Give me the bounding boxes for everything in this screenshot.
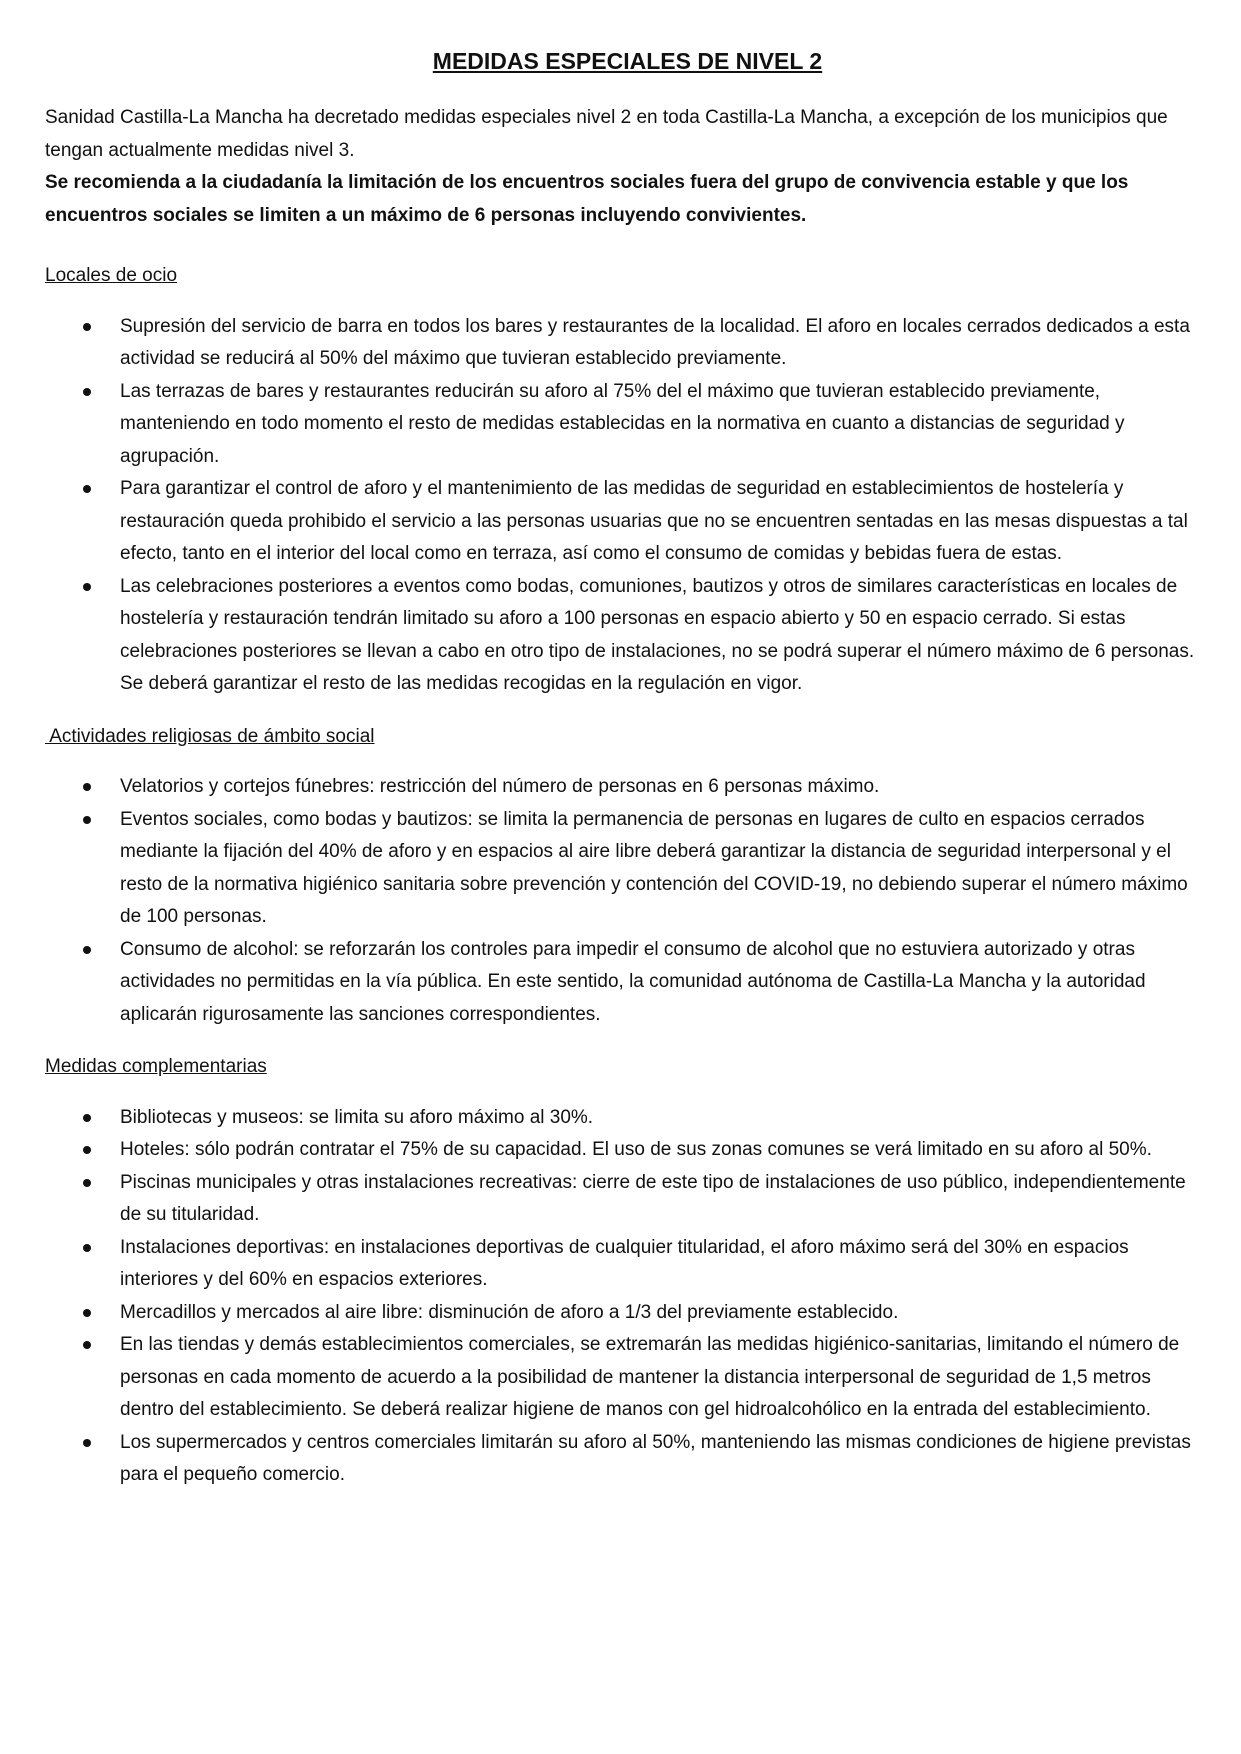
list-item [45,1167,1210,1232]
list-item [45,1329,1210,1427]
list-item [45,571,1210,701]
bullet-icon [83,485,91,493]
bullet-list [45,311,1210,701]
list-item-text: Las terrazas de bares y restaurantes reducirán su aforo al 75% del el máximo que tuvieran establecido previamente, manteniendo en todo momento el resto de medidas establecidas en la normativa en cuanto a distancias de seguridad y agrupación. [120,380,1125,467]
section-heading: Medidas complementarias [45,1056,267,1077]
list-item-text: Piscinas municipales y otras instalaciones recreativas: cierre de este tipo de instalaciones de uso público, independientemente de su titularidad. [120,1171,1186,1225]
bullet-icon [83,1244,91,1252]
list-item [45,311,1210,376]
document-title: MEDIDAS ESPECIALES DE NIVEL 2 [432,48,823,74]
list-item [45,804,1210,934]
bullet-list [45,771,1210,1031]
bullet-icon [83,583,91,591]
list-item-text: Velatorios y cortejos fúnebres: restricción del número de personas en 6 personas máximo. [120,776,880,797]
bullet-icon [83,1341,91,1349]
bullet-icon [83,1439,91,1447]
list-item [45,376,1210,474]
list-item [45,1134,1210,1167]
list-item [45,934,1210,1032]
bullet-list [45,1102,1210,1492]
list-item-text: Hoteles: sólo podrán contratar el 75% de su capacidad. El uso de sus zonas comunes se verá limitado en su aforo al 50%. [120,1139,1152,1160]
bullet-icon [83,323,91,331]
document-page [45,46,1210,1492]
list-item-text: Para garantizar el control de aforo y el mantenimiento de las medidas de seguridad en establecimientos de hostelería y restauración queda prohibido el servicio a las personas usuarias que no se encuentren sentadas en las mesas dispuestas a tal efecto, tanto en el interior del local como en terraza, así como el consumo de comidas y bebidas fuera de estas. [120,478,1188,564]
bullet-icon [83,388,91,396]
section-heading: Locales de ocio [45,265,178,286]
list-item [45,1232,1210,1297]
intro-recommendation: Se recomienda a la ciudadanía la limitación de los encuentros sociales fuera del grupo de convivencia estable y que los encuentros sociales se limiten a un máximo de 6 personas incluyendo convivientes. [45,172,1129,226]
list-item [45,473,1210,571]
bullet-icon [83,1114,91,1122]
section-heading: Actividades religiosas de ámbito social [45,725,375,747]
section-locales-de-ocio [45,260,1210,701]
list-item [45,771,1210,804]
section-medidas-complementarias [45,1051,1210,1492]
intro-paragraph: Sanidad Castilla-La Mancha ha decretado medidas especiales nivel 2 en toda Castilla-La Mancha, a excepción de los municipios que tengan actualmente medidas nivel 3. [45,107,1168,161]
list-item-text: Los supermercados y centros comerciales limitarán su aforo al 50%, manteniendo las mismas condiciones de higiene previstas para el pequeño comercio. [120,1431,1191,1485]
list-item-text: Las celebraciones posteriores a eventos como bodas, comuniones, bautizos y otros de similares características en locales de hostelería y restauración tendrán limitado su aforo a 100 personas en espacio abierto y 50 en espacio cerrado. Si estas celebraciones posteriores se llevan a cabo en otro tipo de instalaciones, no se podrá superar el número máximo de 6 personas. Se deberá garantizar el resto de las medidas recogidas en la regulación en vigor. [120,575,1195,694]
list-item-text: En las tiendas y demás establecimientos comerciales, se extremarán las medidas higiénico-sanitarias, limitando el número de personas en cada momento de acuerdo a la posibilidad de mantener la distancia interpersonal de seguridad de 1,5 metros dentro del establecimiento. Se deberá realizar higiene de manos con gel hidroalcohólico en la entrada del establecimiento. [120,1334,1180,1420]
list-item-text: Consumo de alcohol: se reforzarán los controles para impedir el consumo de alcohol que no estuviera autorizado y otras actividades no permitidas en la vía pública. En este sentido, la comunidad autónoma de Castilla-La Mancha y la autoridad aplicarán rigurosamente las sanciones correspondientes. [120,938,1146,1025]
bullet-icon [83,1146,91,1154]
bullet-icon [83,1309,91,1317]
list-item [45,1297,1210,1330]
list-item [45,1427,1210,1492]
bullet-icon [83,783,91,791]
list-item-text: Instalaciones deportivas: en instalaciones deportivas de cualquier titularidad, el aforo máximo será del 30% en espacios interiores y del 60% en espacios exteriores. [120,1236,1129,1290]
bullet-icon [83,1179,91,1187]
list-item-text: Bibliotecas y museos: se limita su aforo máximo al 30%. [120,1106,594,1128]
bullet-icon [83,946,91,954]
list-item-text: Mercadillos y mercados al aire libre: disminución de aforo a 1/3 del previamente establecido. [120,1301,899,1323]
list-item-text: Supresión del servicio de barra en todos los bares y restaurantes de la localidad. El aforo en locales cerrados dedicados a esta actividad se reducirá al 50% del máximo que tuvieran establecido previamente. [120,315,1190,369]
bullet-icon [83,816,91,824]
section-actividades-religiosas [45,721,1210,1032]
list-item-text: Eventos sociales, como bodas y bautizos: se limita la permanencia de personas en lugares de culto en espacios cerrados mediante la fijación del 40% de aforo y en espacios al aire libre deberá garantizar la distancia de seguridad interpersonal y el resto de la normativa higiénico sanitaria sobre prevención y contención del COVID-19, no debiendo superar el número máximo de 100 personas. [120,808,1188,927]
list-item [45,1102,1210,1135]
